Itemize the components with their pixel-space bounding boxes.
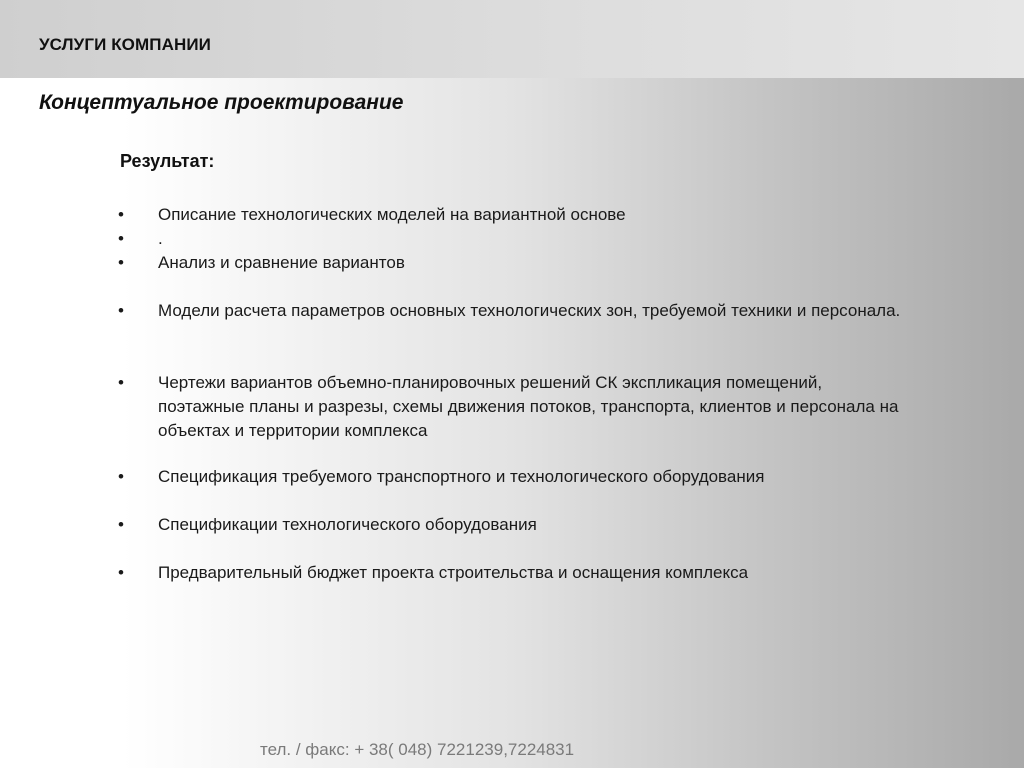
bullet-marker: • bbox=[118, 467, 124, 486]
list-item-text: Спецификации технологического оборудования bbox=[158, 515, 537, 534]
bullet-marker: • bbox=[118, 515, 124, 534]
list-item bbox=[118, 299, 908, 323]
list-item-text: Описание технологических моделей на вариантной основе bbox=[158, 205, 626, 224]
result-label: Результат: bbox=[120, 151, 215, 171]
list-item bbox=[118, 371, 908, 443]
bullet-marker: • bbox=[118, 253, 124, 272]
list-item bbox=[118, 513, 908, 537]
list-item bbox=[118, 561, 908, 585]
bullet-marker: • bbox=[118, 205, 124, 224]
list-item-text: Предварительный бюджет проекта строительства и оснащения комплекса bbox=[158, 563, 749, 582]
footer-contact: тел. / факс: + 38( 048) 7221239,7224831 bbox=[260, 740, 575, 759]
bullet-marker: • bbox=[118, 563, 124, 582]
section-title: Концептуальное проектирование bbox=[39, 91, 404, 114]
list-item-text: Модели расчета параметров основных технологических зон, требуемой техники и персонала. bbox=[158, 301, 901, 320]
list-item-text: . bbox=[158, 229, 163, 248]
list-item bbox=[118, 465, 908, 489]
list-item-text: Спецификация требуемого транспортного и технологического оборудования bbox=[158, 467, 765, 486]
page-header-title: УСЛУГИ КОМПАНИИ bbox=[39, 35, 211, 54]
list-item bbox=[118, 203, 908, 227]
list-item-text: Чертежи вариантов объемно-планировочных решений СК экспликация помещений, поэтажные планы и разрезы, схемы движения потоков, транспорта, клиентов и персонала на объектах и территории комплекса bbox=[158, 373, 899, 440]
bullet-marker: • bbox=[118, 373, 124, 392]
list-item bbox=[118, 251, 908, 275]
bullet-marker: • bbox=[118, 301, 124, 320]
list-item bbox=[118, 227, 908, 251]
list-item-text: Анализ и сравнение вариантов bbox=[158, 253, 405, 272]
bullet-marker: • bbox=[118, 229, 124, 248]
